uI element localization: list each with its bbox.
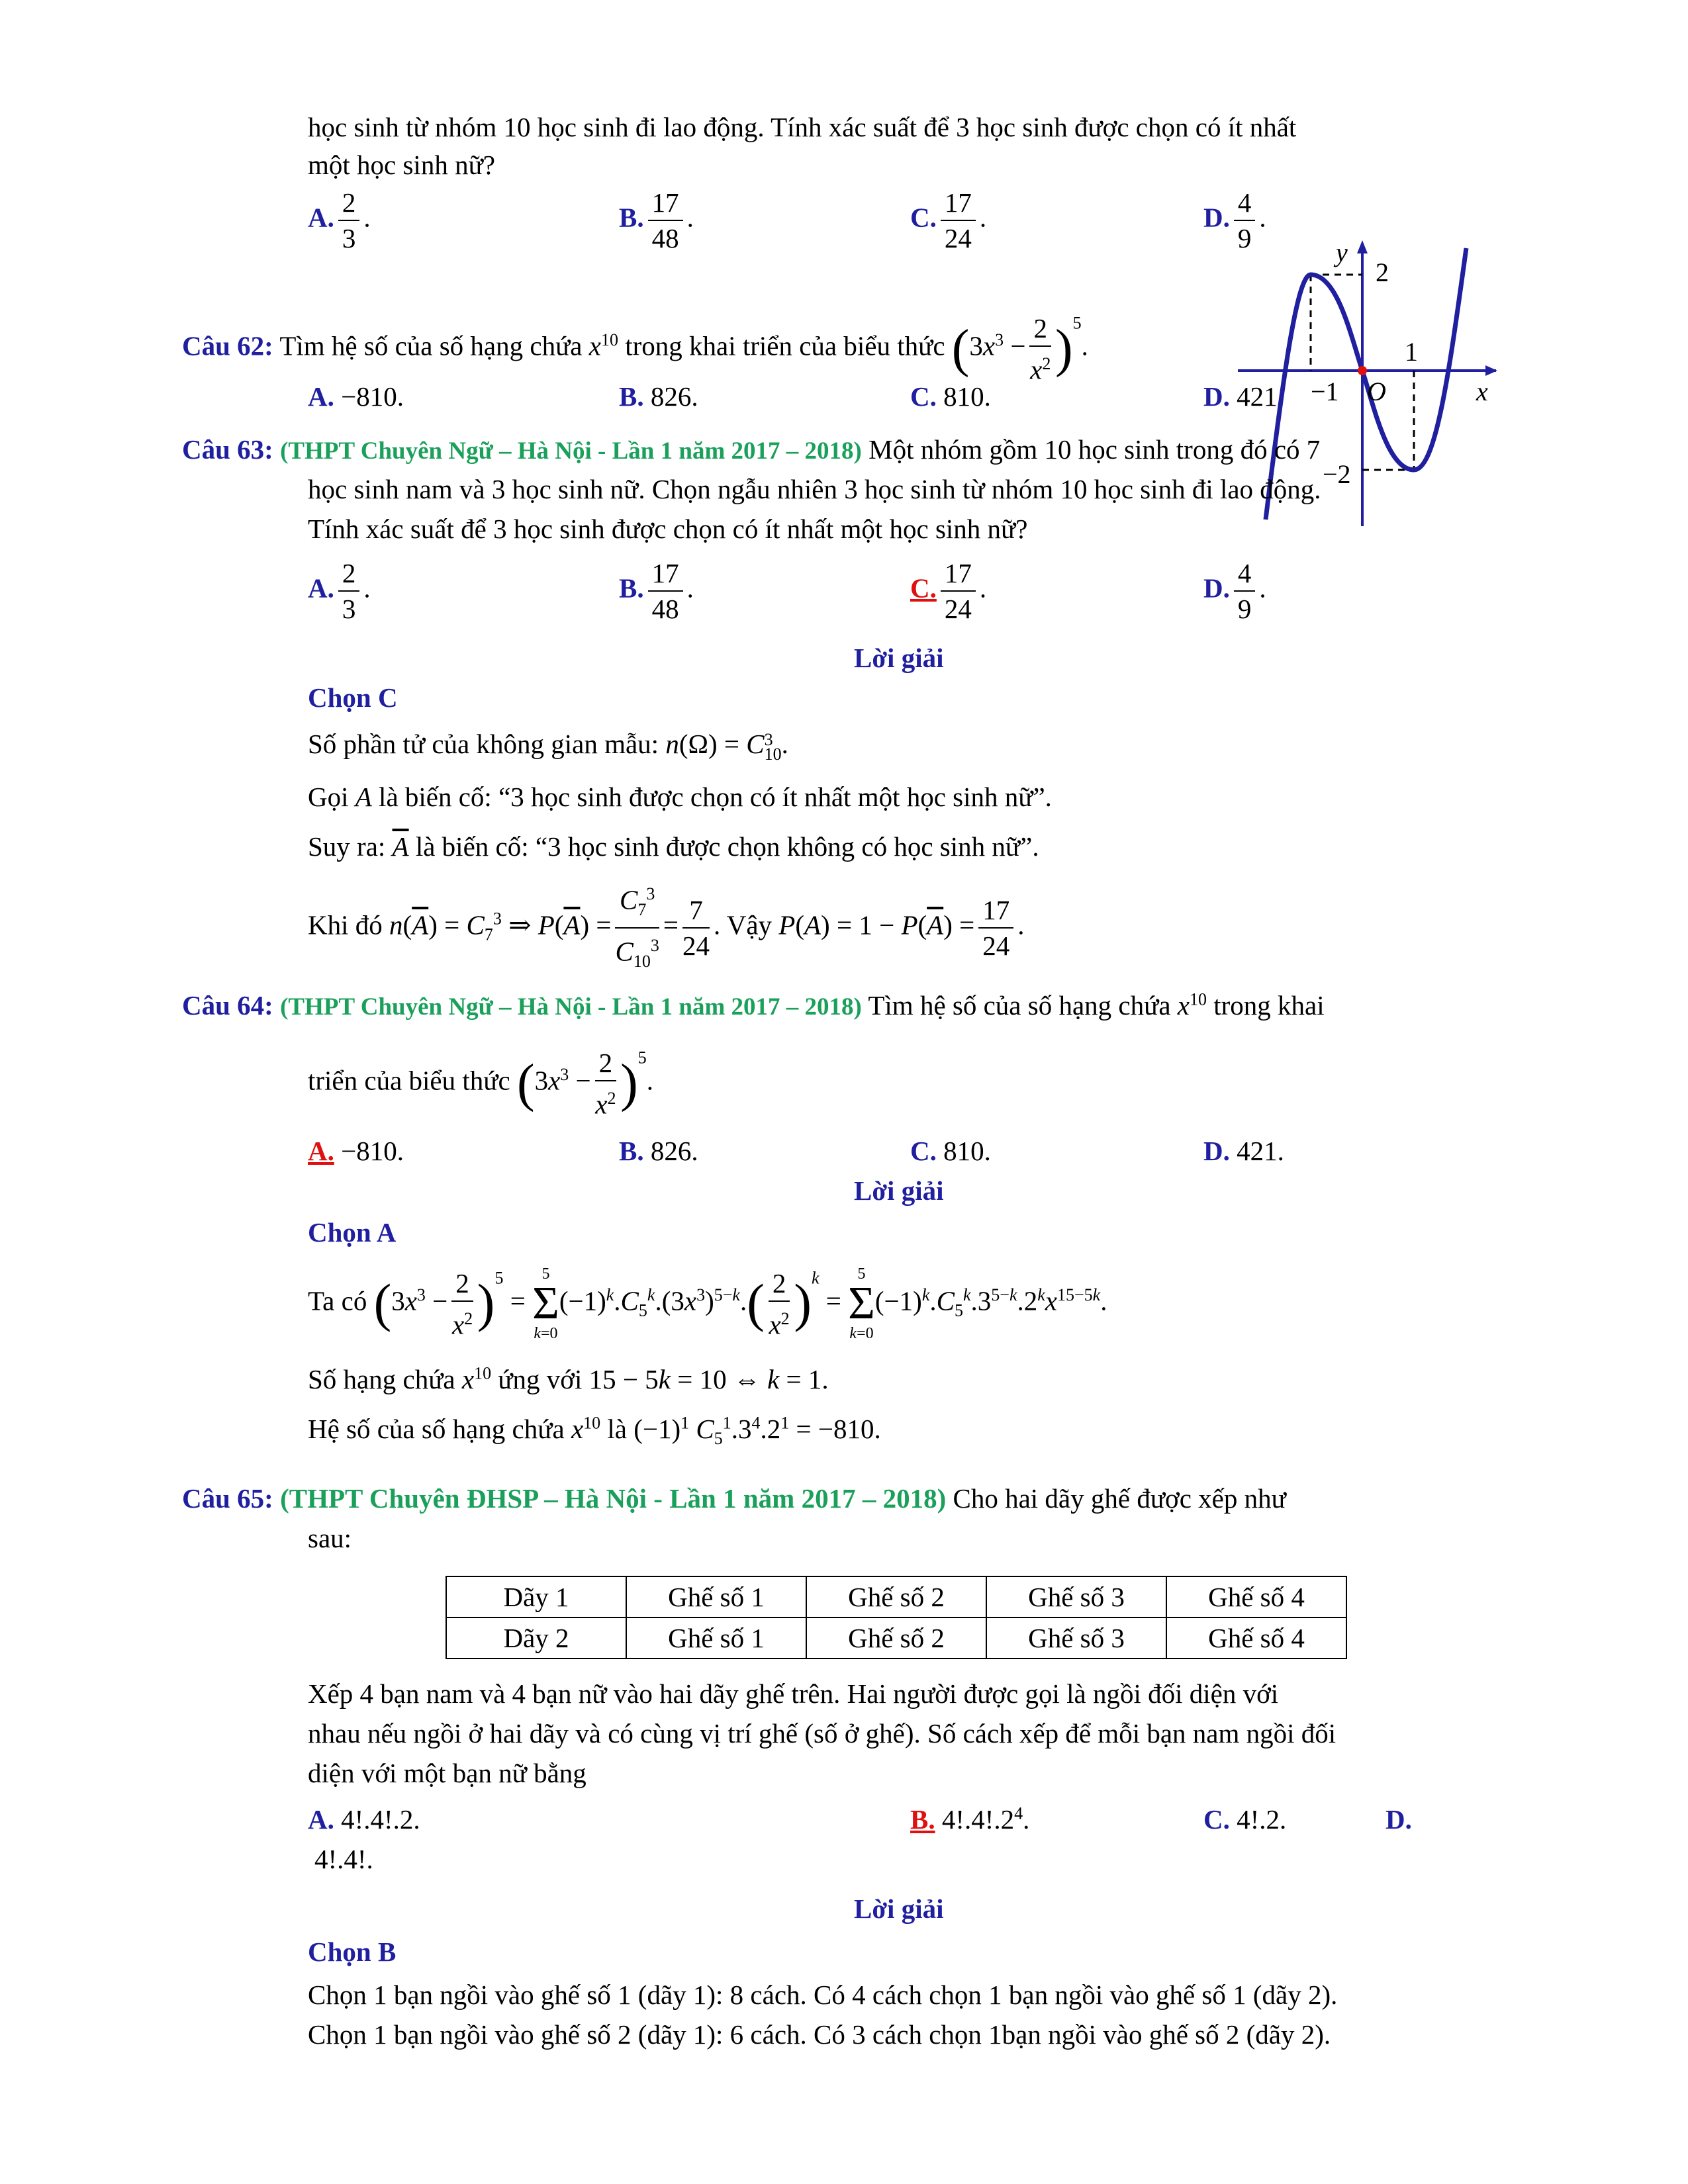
q63-source: (THPT Chuyên Ngữ – Hà Nội - Lần 1 năm 2017 – 2018): [280, 437, 862, 465]
q63-option-b: B. $\frac{17}{48}$ .: [619, 556, 694, 626]
q64-sol-2: Số hạng chứa $x^{10}$ ứng với 15 − 5k = 10 ⇔ k = 1.: [308, 1363, 829, 1394]
q62-stem: Câu 62: Tìm hệ số của số hạng chứa $x^{10}$ trong khai triển của biểu thức ($3x^3$ − $\frac{2}{x^2}$ )$^5$.: [182, 311, 1088, 387]
q62-option-c: C. 810.: [910, 381, 991, 412]
q61-line1: học sinh từ nhóm 10 học sinh đi lao động. Tính xác suất để 3 học sinh được chọn có ít nhất: [308, 112, 1297, 142]
svg-text:−1: −1: [1311, 377, 1339, 406]
q65-option-b: B. $4!.4!.2^4$.: [910, 1803, 1030, 1835]
svg-text:−2: −2: [1323, 459, 1351, 489]
table-cell: Ghế số 3: [986, 1617, 1166, 1659]
svg-text:2: 2: [1376, 257, 1389, 287]
q63-correct-letter: C.: [910, 572, 937, 604]
q63-option-c: C. $\frac{17}{24}$ .: [910, 556, 986, 626]
q64-option-c: C. 810.: [910, 1136, 991, 1166]
q64-solution-title: Lời giải: [854, 1175, 944, 1206]
q64-choice: Chọn A: [308, 1217, 397, 1248]
q63-sol-1: Số phần tử của không gian mẫu: n(Ω) = C 3 10 .: [308, 729, 788, 764]
table-cell: Ghế số 2: [806, 1617, 986, 1659]
q63-sol-4: Khi đó $n(\overline{A}) = C_7^3$ ⇒ $P(\overline{A})$ = $\frac{C_7^3}{C_{10}^3}$ = $\frac{7}{24}$ . Vậy $P(A) = 1 - P(\overline{A})$ = $\frac{17}{24}$ .: [308, 877, 1024, 979]
table-cell: Ghế số 3: [986, 1576, 1166, 1617]
q64-line2: triển của biểu thức ($3x^3$ − $\frac{2}{x^2}$ )$^5$.: [308, 1046, 653, 1122]
q65-correct-letter: B.: [910, 1804, 935, 1835]
q65-option-d-value: 4!.4!.: [314, 1844, 373, 1874]
q65-option-c: C. 4!.2.: [1203, 1804, 1287, 1835]
q63-solution-title: Lời giải: [854, 643, 944, 673]
q63-line1: Câu 63: (THPT Chuyên Ngữ – Hà Nội - Lần 1 năm 2017 – 2018) Một nhóm gồm 10 học sinh trong đó có 7: [182, 434, 1321, 465]
table-cell: Ghế số 4: [1166, 1576, 1346, 1617]
q65-para-2: nhau nếu ngồi ở hai dãy và có cùng vị trí ghế (số ở ghế). Số cách xếp để mỗi bạn nam ngồi đối: [308, 1718, 1336, 1749]
svg-text:O: O: [1367, 377, 1386, 406]
q61-option-b: B. $\frac{17}{48}$ .: [619, 185, 694, 255]
q64-option-b: B. 826.: [619, 1136, 698, 1166]
q65-sol-1: Chọn 1 bạn ngồi vào ghế số 1 (dãy 1): 8 cách. Có 4 cách chọn 1 bạn ngồi vào ghế số 1 (dãy 2).: [308, 1979, 1338, 2010]
y-axis-label: y: [1336, 238, 1348, 267]
q64-option-d: D. 421.: [1203, 1136, 1284, 1166]
origin-point: [1358, 366, 1367, 375]
seat-table: [445, 1576, 1347, 1659]
q65-para-1: Xếp 4 bạn nam và 4 bạn nữ vào hai dãy ghế trên. Hai người được gọi là ngồi đối diện với: [308, 1678, 1279, 1709]
table-cell: Dãy 2: [446, 1617, 626, 1659]
q65-source: (THPT Chuyên ĐHSP – Hà Nội - Lần 1 năm 2017 – 2018): [280, 1483, 947, 1514]
q65-option-d-letter: D.: [1385, 1804, 1412, 1835]
q63-line2: học sinh nam và 3 học sinh nữ. Chọn ngẫu nhiên 3 học sinh từ nhóm 10 học sinh đi lao động.: [308, 474, 1321, 504]
q63-label: Câu 63:: [182, 434, 273, 465]
q63-option-d: D. $\frac{4}{9}$ .: [1203, 556, 1266, 626]
table-cell: Dãy 1: [446, 1576, 626, 1617]
table-cell: Ghế số 1: [626, 1576, 806, 1617]
q65-choice: Chọn B: [308, 1936, 397, 1967]
q64-line1: Câu 64: (THPT Chuyên Ngữ – Hà Nội - Lần 1 năm 2017 – 2018) Tìm hệ số của số hạng chứa $x^{10}$ trong khai: [182, 989, 1325, 1021]
q61-line2: một học sinh nữ?: [308, 150, 495, 180]
q65-solution-title: Lời giải: [854, 1893, 944, 1924]
table-cell: Ghế số 2: [806, 1576, 986, 1617]
q62-option-b: B. 826.: [619, 381, 698, 412]
q64-correct-letter: A.: [308, 1136, 334, 1166]
q64-sol-3: Hệ số của số hạng chứa $x^{10}$ là $(-1)^1$ $C_5^1.3^4.2^1 = -810$.: [308, 1413, 881, 1449]
q61-option-d: D. $\frac{4}{9}$ .: [1203, 185, 1266, 255]
q61-option-a: A. $\frac{2}{3}$ .: [308, 185, 371, 255]
q61-option-c: C. $\frac{17}{24}$ .: [910, 185, 986, 255]
q65-option-a: A. 4!.4!.2.: [308, 1804, 420, 1835]
q65-label: Câu 65:: [182, 1483, 273, 1514]
q64-source: (THPT Chuyên Ngữ – Hà Nội - Lần 1 năm 2017 – 2018): [280, 993, 862, 1021]
q63-sol-3: Suy ra: $\overline{A}$ là biến cố: “3 học sinh được chọn không có học sinh nữ”.: [308, 831, 1039, 862]
x-axis-label: x: [1476, 377, 1488, 406]
q63-option-a: A. $\frac{2}{3}$ .: [308, 556, 371, 626]
q62-label: Câu 62:: [182, 330, 273, 361]
table-row: [446, 1576, 1346, 1617]
q65-para-3: diện với một bạn nữ bằng: [308, 1758, 586, 1788]
table-cell: Ghế số 1: [626, 1617, 806, 1659]
q63-choice: Chọn C: [308, 682, 398, 713]
q64-sol-1: Ta có ($3x^3$ − $\frac{2}{x^2}$ )$^5$ = 5 Σ k=0 $(-1)^k.C_5^k.(3x^3)^{5-k}$.( $\frac{2}{x^2}$ )$^k$ = 5 Σ k=0 $(-1)^k.C_5^k.3^{5-k}.2^kx^{15-5k}$.: [308, 1265, 1107, 1342]
q65-line1: Câu 65: (THPT Chuyên ĐHSP – Hà Nội - Lần 1 năm 2017 – 2018) Cho hai dãy ghế được xếp như: [182, 1483, 1286, 1514]
q64-option-a: A. −810.: [308, 1136, 404, 1166]
q63-line3: Tính xác suất để 3 học sinh được chọn có ít nhất một học sinh nữ?: [308, 514, 1028, 544]
table-row: [446, 1617, 1346, 1659]
q65-line2: sau:: [308, 1523, 352, 1553]
q63-sol-2: Gọi A là biến cố: “3 học sinh được chọn có ít nhất một học sinh nữ”.: [308, 782, 1052, 812]
q64-label: Câu 64:: [182, 990, 273, 1021]
q65-sol-2: Chọn 1 bạn ngồi vào ghế số 2 (dãy 1): 6 cách. Có 3 cách chọn 1bạn ngồi vào ghế số 2 (dãy 2).: [308, 2019, 1331, 2050]
svg-text:1: 1: [1405, 337, 1418, 367]
table-cell: Ghế số 4: [1166, 1617, 1346, 1659]
q62-option-a: A. −810.: [308, 381, 404, 412]
q62-option-d: D. 421.: [1203, 381, 1284, 412]
